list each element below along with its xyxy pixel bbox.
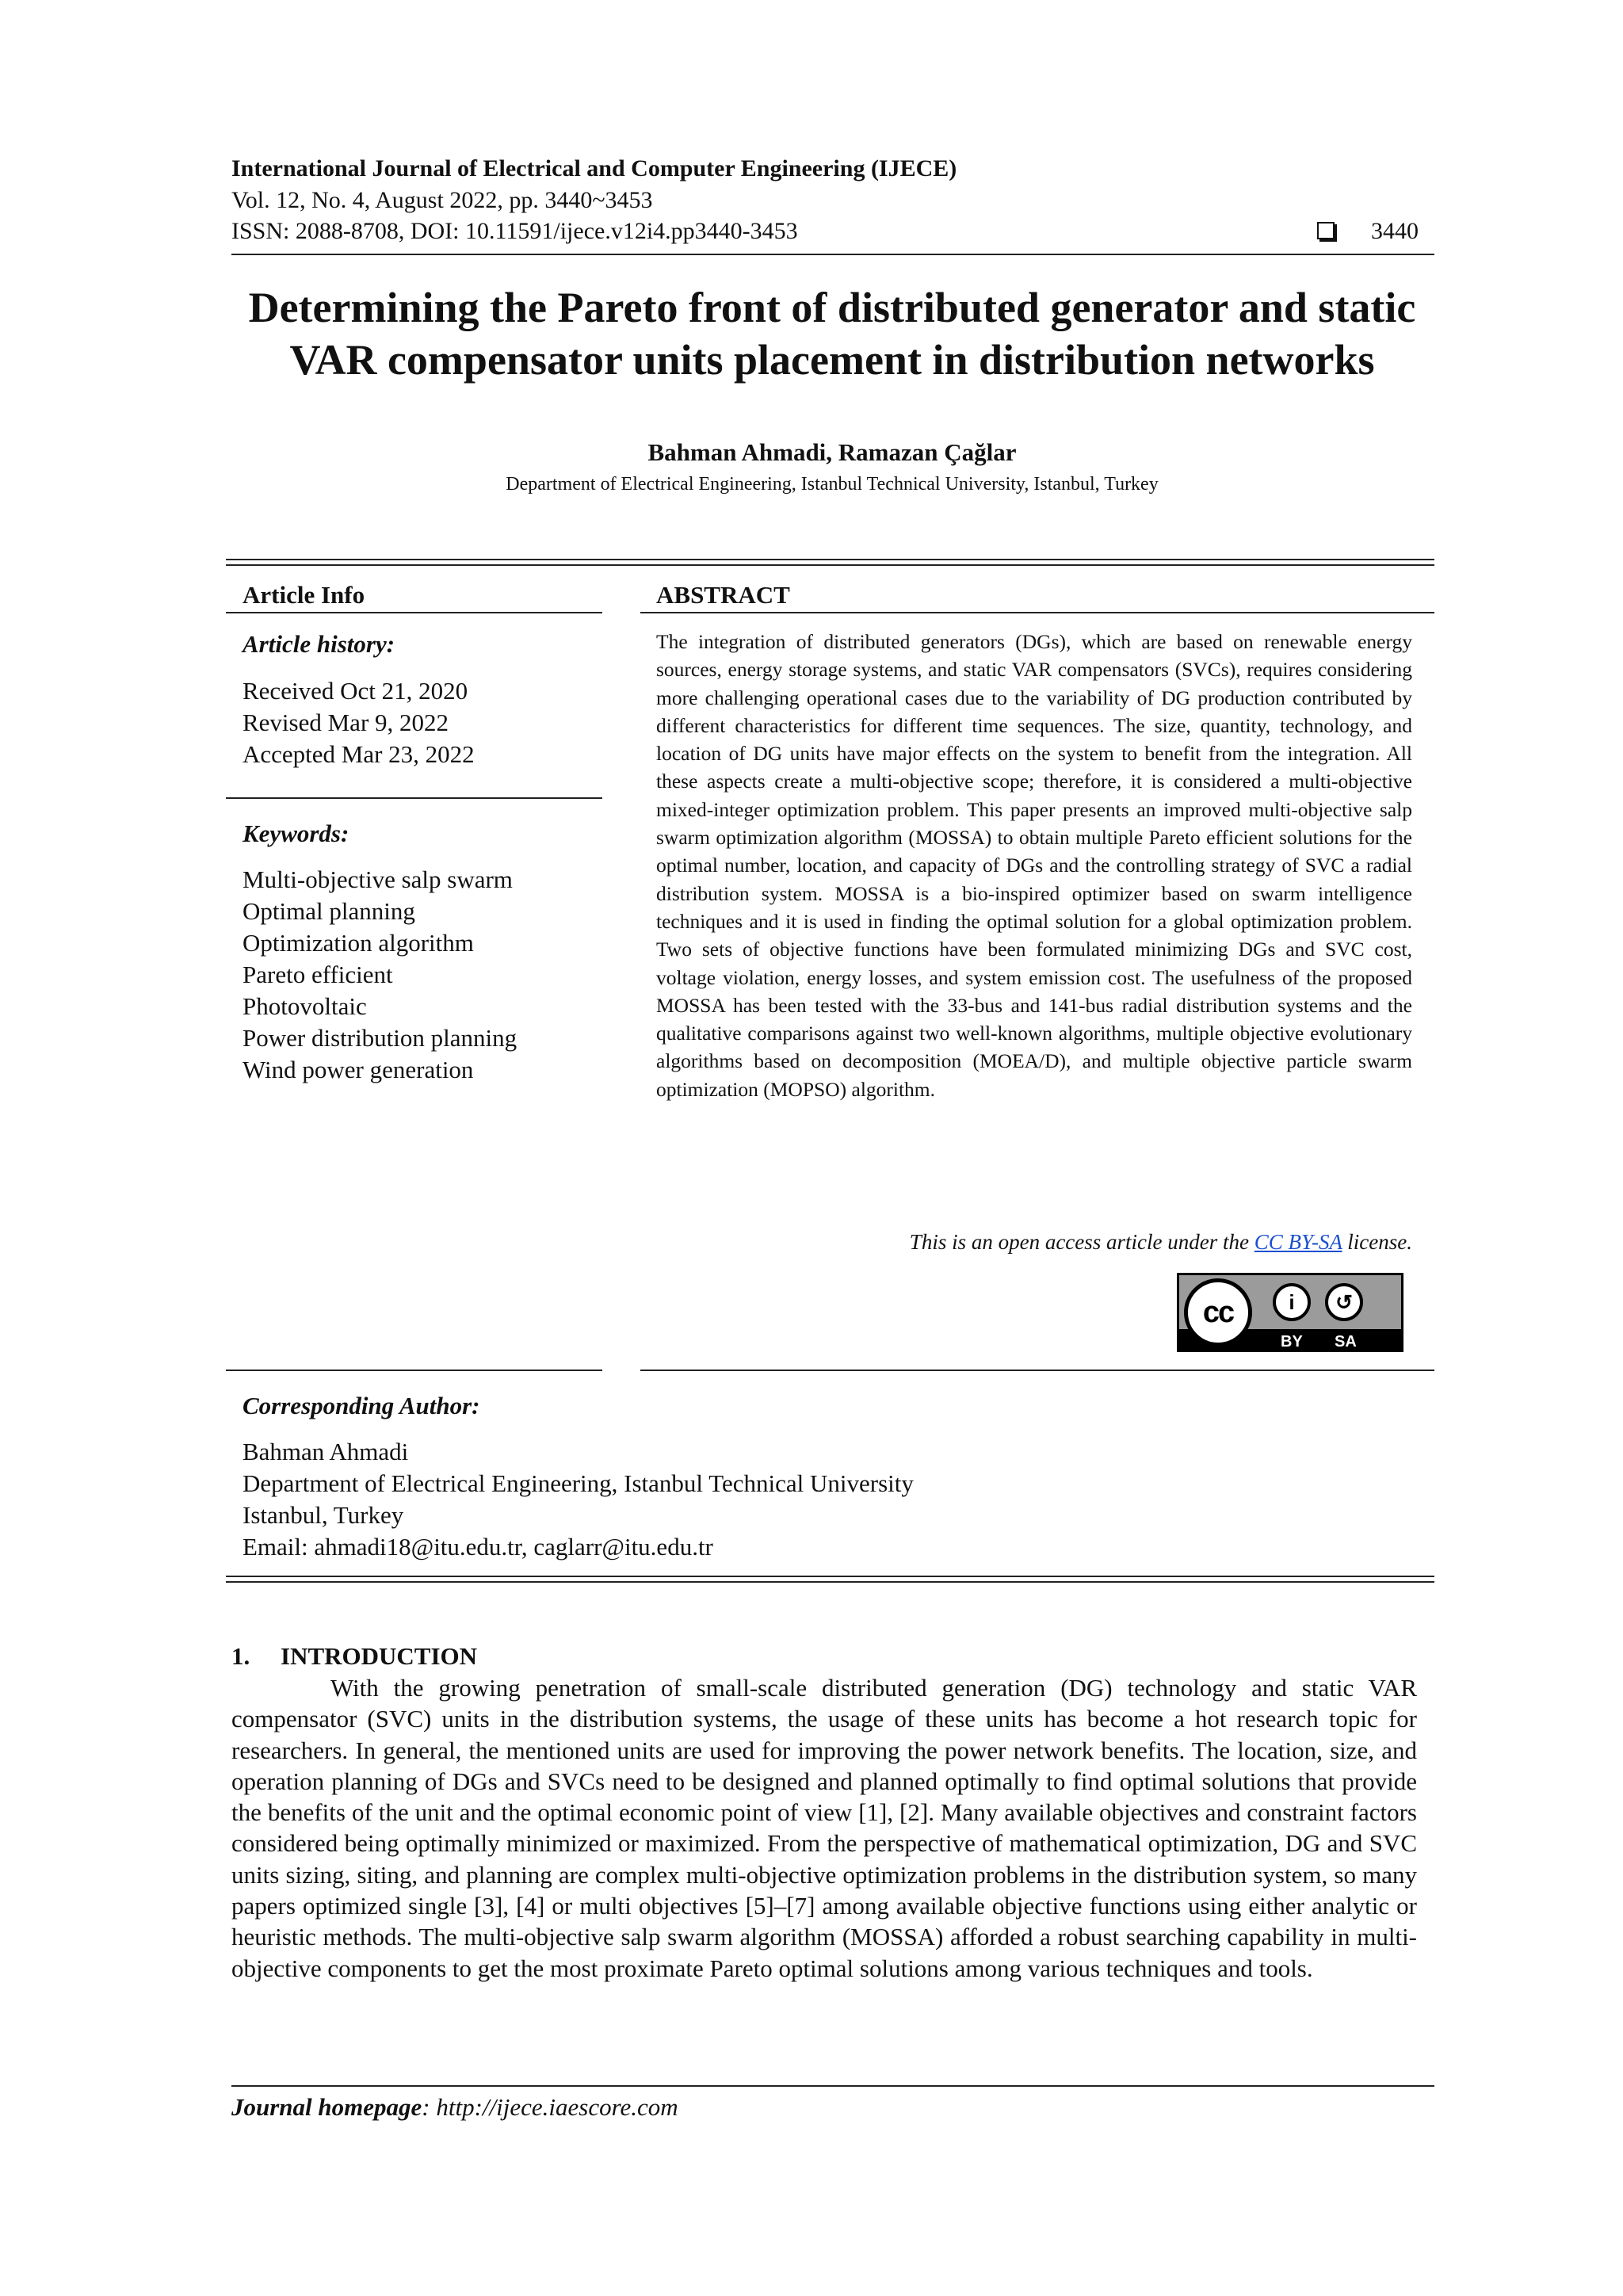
corresponding-city: Istanbul, Turkey	[242, 1501, 404, 1529]
introduction-heading: 1. INTRODUCTION	[231, 1642, 478, 1670]
corresponding-heading: Corresponding Author:	[242, 1392, 480, 1419]
history-received: Received Oct 21, 2020	[242, 677, 468, 705]
journal-name: International Journal of Electrical and Computer Engineering (IJECE)	[231, 155, 957, 181]
keywords-list	[242, 864, 517, 1086]
corresponding-name: Bahman Ahmadi	[242, 1438, 409, 1465]
abstract-text: The integration of distributed generators (DGs), which are based on renewable energy sources, energy storage systems, and static VAR compensators (SVCs), requires considering more challenging operational cases due to the variability of DG production contributed by different characteristics for different time sequences. The size, quantity, technology, and location of DG units have major effects on the system to benefit from the integration. All these aspects create a multi-objective scope; therefore, it is considered a multi-objective mixed-integer optimization problem. This paper presents an improved multi-objective salp swarm optimization algorithm (MOSSA) to obtain multiple Pareto efficient solutions for the optimal number, location, and capacity of DGs and the controlling strategy of SVC a radial distribution system. MOSSA is a bio-inspired optimizer based on swarm intelligence techniques and it is used in finding the optimal solution for a global optimization problem. Two sets of objective functions have been formulated minimizing DGs and SVC cost, voltage violation, energy losses, and system emission cost. The usefulness of the proposed MOSSA has been tested with the 33-bus and 141-bus radial distribution systems and the qualitative comparisons against two well-known algorithms, multiple objective evolutionary algorithms based on decomposition (MOEA/D), and multiple objective particle swarm optimization (MOPSO) algorithm.	[656, 630, 1412, 1101]
bottom-double-rule	[226, 1576, 1434, 1583]
introduction-body: With the growing penetration of small-scale distributed generation (DG) technology and static VAR compensator (SVC) units in the distribution systems, the usage of these units has become a hot research topic for researchers. In general, the mentioned units are used for improving the power network benefits. The location, size, and operation planning of DGs and SVCs need to be designed and planned optimally to find optimal solutions that provide the benefits of the unit and the optimal economic point of view [1], [2]. Many available objectives and constraint factors considered being optimally minimized or maximized. From the perspective of mathematical optimization, DG and SVC units sizing, siting, and planning are complex multi-objective optimization problems in the distribution system, so many papers optimized single [3], [4] or multi objectives [5]–[7] among available objective functions using either analytic or heuristic methods. The multi-objective salp swarm algorithm (MOSSA) afforded a robust searching capability in multi-objective components to get the most proximate Pareto optimal solutions among various techniques and tools.	[231, 1674, 1417, 1982]
title-line-2: VAR compensator units placement in distribution networks	[289, 336, 1375, 384]
badge-by-label: BY	[1281, 1333, 1303, 1350]
keyword-item: Photovoltaic	[242, 992, 367, 1020]
history-rule	[226, 797, 602, 799]
history-revised: Revised Mar 9, 2022	[242, 709, 449, 736]
keyword-item: Multi-objective salp swarm	[242, 865, 513, 893]
top-double-rule	[226, 559, 1434, 566]
open-access-suffix: license.	[1342, 1230, 1412, 1254]
keyword-item: Wind power generation	[242, 1056, 474, 1083]
article-history-list	[242, 675, 475, 770]
open-access-note	[656, 1230, 1412, 1255]
article-info-heading: Article Info	[242, 581, 365, 609]
abstract-bottom-rule	[640, 1370, 1434, 1371]
history-accepted: Accepted Mar 23, 2022	[242, 740, 475, 768]
affiliation: Department of Electrical Engineering, Istanbul Technical University, Istanbul, Turkey	[506, 474, 1159, 495]
introduction-text	[231, 1672, 1417, 1984]
corresponding-details	[242, 1436, 914, 1563]
open-access-prefix: This is an open access article under the	[909, 1230, 1254, 1254]
journal-issn-doi: ISSN: 2088-8708, DOI: 10.11591/ijece.v12i4.pp3440-3453	[231, 218, 798, 244]
corresponding-email: Email: ahmadi18@itu.edu.tr, caglarr@itu.edu.tr	[242, 1533, 713, 1561]
article-history-heading: Article history:	[242, 630, 395, 658]
keyword-item: Optimal planning	[242, 897, 415, 925]
homepage-label: Journal homepage	[231, 2093, 422, 2121]
keyword-item: Power distribution planning	[242, 1024, 517, 1052]
abstract-heading: ABSTRACT	[656, 581, 790, 609]
attribution-person-icon: i	[1273, 1283, 1311, 1321]
square-bullet-icon	[1317, 222, 1335, 239]
header-rule	[231, 254, 1434, 255]
license-link[interactable]: CC BY-SA	[1254, 1230, 1342, 1254]
journal-homepage	[231, 2093, 678, 2122]
abstract-rule	[640, 612, 1434, 613]
cc-by-sa-badge[interactable]	[1177, 1273, 1403, 1352]
badge-sa-label: SA	[1335, 1333, 1357, 1350]
journal-volume: Vol. 12, No. 4, August 2022, pp. 3440~3453	[231, 187, 653, 213]
share-alike-icon: ↺	[1325, 1283, 1363, 1321]
homepage-url[interactable]: : http://ijece.iaescore.com	[422, 2093, 678, 2121]
footer-rule	[231, 2085, 1434, 2087]
cc-icon: cc	[1184, 1278, 1252, 1347]
paper-title	[198, 281, 1466, 386]
keyword-item: Pareto efficient	[242, 961, 393, 988]
info-bottom-rule	[226, 1370, 602, 1371]
article-info-rule	[226, 612, 602, 613]
corresponding-dept: Department of Electrical Engineering, Istanbul Technical University	[242, 1469, 914, 1497]
authors: Bahman Ahmadi, Ramazan Çağlar	[647, 438, 1017, 466]
page-number: 3440	[1371, 218, 1419, 244]
keyword-item: Optimization algorithm	[242, 929, 474, 957]
keywords-heading: Keywords:	[242, 819, 349, 847]
title-line-1: Determining the Pareto front of distributed generator and static	[248, 284, 1416, 331]
